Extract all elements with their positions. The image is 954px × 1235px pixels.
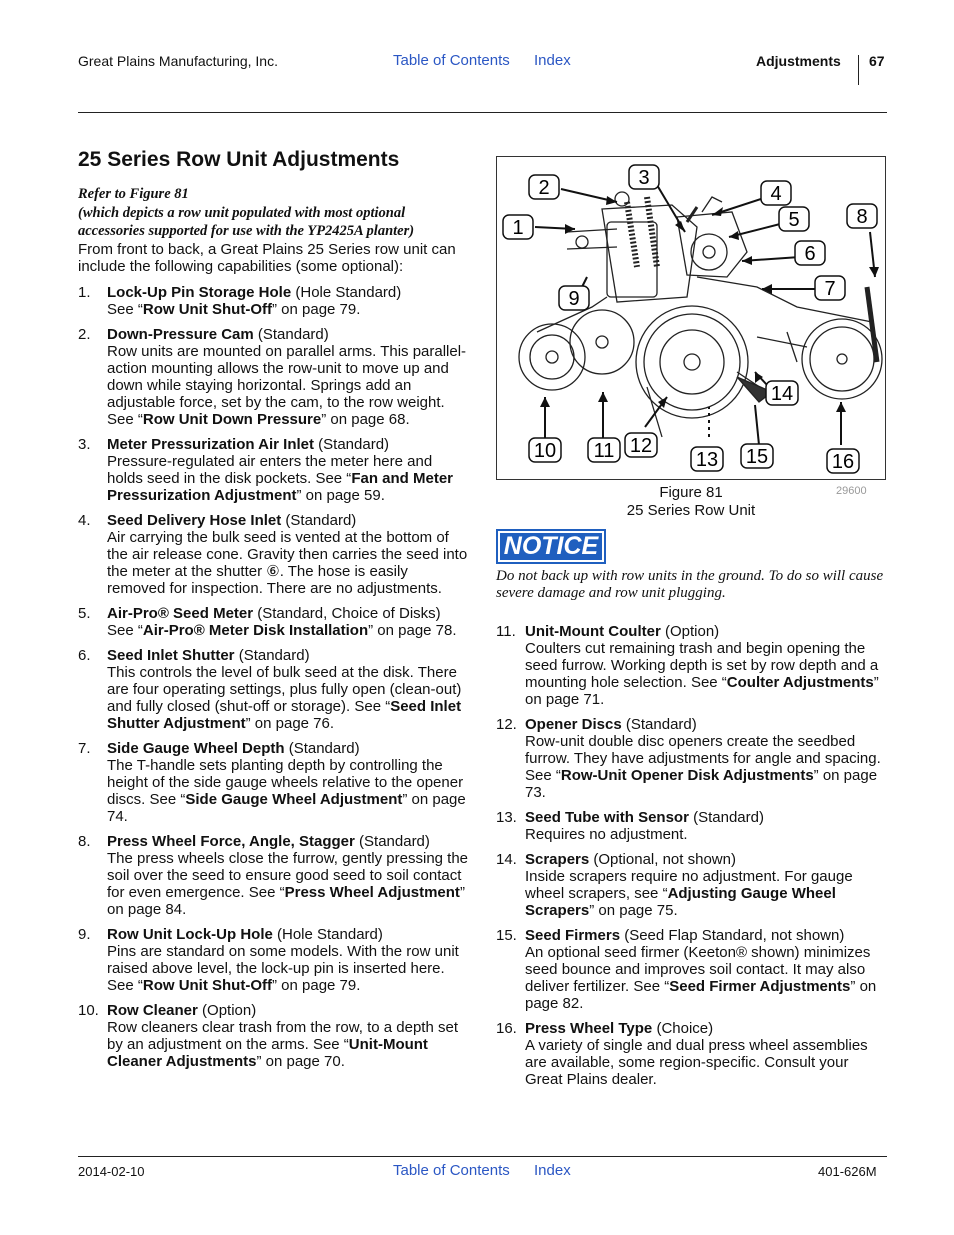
callout-1	[503, 215, 533, 239]
item-kind: (Hole Standard)	[291, 284, 402, 301]
item-body: Inside scrapers require no adjustment. For gauge wheel scrapers, see “	[525, 868, 853, 902]
list-item	[78, 833, 470, 918]
item-body: Pressure-regulated air enters the meter here and holds seed in the disk pockets. See “	[107, 453, 433, 487]
callout-4	[761, 181, 791, 205]
item-name: Side Gauge Wheel Depth	[107, 740, 285, 757]
section-name: Adjustments	[756, 53, 841, 69]
list-item	[78, 284, 470, 318]
item-page-ref: ” on page 76.	[245, 715, 335, 732]
list-item	[496, 809, 888, 843]
item-number: 6.	[78, 647, 91, 664]
item-kind: (Option)	[660, 623, 720, 640]
refer-line: Refer to Figure 81	[78, 186, 189, 202]
item-body: Requires no adjustment.	[525, 826, 688, 843]
svg-text:3: 3	[638, 167, 650, 189]
item-body: This controls the level of bulk seed at the disk. There are four operating settings, plus fully open (clean-out) and fully closed (shut-off or storage). See “	[107, 664, 462, 715]
list-item	[78, 326, 470, 428]
callout-6	[795, 241, 825, 265]
item-name: Seed Tube with Sensor	[525, 809, 689, 826]
item-kind: (Standard)	[314, 436, 390, 453]
item-body: See “	[107, 301, 143, 318]
item-number: 3.	[78, 436, 91, 453]
item-reference: Row-Unit Opener Disk Adjustments	[560, 767, 814, 784]
item-number: 9.	[78, 926, 91, 943]
item-kind: (Standard)	[354, 833, 430, 850]
svg-text:2: 2	[538, 177, 550, 199]
item-name: Lock-Up Pin Storage Hole	[107, 284, 292, 301]
item-body: See “	[107, 622, 143, 639]
list-item	[496, 623, 888, 708]
svg-text:14: 14	[770, 383, 794, 405]
seed-delivery-hose	[702, 197, 722, 212]
company-name: Great Plains Manufacturing, Inc.	[78, 53, 278, 69]
figure-caption	[596, 484, 786, 520]
svg-text:16: 16	[831, 451, 855, 473]
item-page-ref: ” on page 82.	[525, 978, 877, 1012]
item-number: 15.	[496, 927, 517, 944]
figure-id: 29600	[836, 485, 867, 497]
row-cleaner-wheel	[519, 324, 585, 390]
callout-9	[559, 286, 589, 310]
item-name: Meter Pressurization Air Inlet	[107, 436, 314, 453]
item-body: A variety of single and dual press wheel assemblies are available, some region-specific. Consult your Great Plains dealer.	[525, 1037, 868, 1088]
item-kind: (Seed Flap Standard, not shown)	[620, 927, 845, 944]
item-number: 12.	[496, 716, 517, 733]
item-name: Scrapers	[525, 851, 590, 868]
item-page-ref: ” on page 79.	[272, 977, 361, 994]
item-kind: (Hole Standard)	[272, 926, 383, 943]
item-reference: Air-Pro® Meter Disk Installation	[142, 622, 369, 639]
list-item	[78, 512, 470, 597]
svg-text:13: 13	[695, 449, 719, 471]
svg-text:10: 10	[533, 440, 557, 462]
item-number: 13.	[496, 809, 517, 826]
callout-15	[741, 444, 773, 468]
svg-text:7: 7	[824, 278, 836, 300]
list-item	[78, 926, 470, 994]
item-kind: (Standard)	[253, 326, 329, 343]
item-page-ref: ” on page 78.	[368, 622, 457, 639]
list-item	[78, 605, 470, 639]
item-body: The press wheels close the furrow, gently pressing the soil over the seed to ensure good seed to soil contact for even emergence. See “	[107, 850, 469, 901]
callout-2	[529, 175, 559, 199]
item-number: 4.	[78, 512, 91, 529]
item-reference: Unit-Mount Cleaner Adjustments	[107, 1036, 428, 1070]
item-kind: (Standard)	[281, 512, 357, 529]
item-page-ref: ” on page 71.	[525, 674, 879, 708]
item-name: Row Unit Lock-Up Hole	[107, 926, 273, 943]
item-name: Press Wheel Type	[525, 1020, 653, 1037]
item-name: Opener Discs	[525, 716, 622, 733]
callout-3	[629, 165, 659, 189]
footer-rule	[78, 1156, 887, 1157]
item-body: The T-handle sets planting depth by controlling the height of the side gauge wheels relative to the opener discs. See “	[107, 757, 464, 808]
item-kind: (Standard)	[688, 809, 764, 826]
footer-toc-link[interactable]: Table of Contents	[393, 1162, 510, 1179]
item-reference: Side Gauge Wheel Adjustment	[185, 791, 403, 808]
list-item	[78, 1002, 470, 1070]
svg-text:12: 12	[629, 435, 653, 457]
item-number: 7.	[78, 740, 91, 757]
callout-14	[766, 381, 798, 405]
opener-disc	[636, 306, 748, 418]
item-page-ref: ” on page 68.	[321, 411, 410, 428]
svg-text:9: 9	[568, 288, 580, 310]
item-kind: (Choice)	[652, 1020, 714, 1037]
intro-text: From front to back, a Great Plains 25 Series row unit can include the following capabilities (some optional):	[78, 241, 456, 275]
item-reference: Row Unit Shut-Off	[142, 977, 272, 994]
item-kind: (Standard)	[284, 740, 360, 757]
page-title: 25 Series Row Unit Adjustments	[78, 148, 400, 171]
item-number: 14.	[496, 851, 517, 868]
item-name: Press Wheel Force, Angle, Stagger	[107, 833, 355, 850]
item-name: Seed Delivery Hose Inlet	[107, 512, 282, 529]
svg-text:11: 11	[593, 440, 615, 462]
item-name: Down-Pressure Cam	[107, 326, 254, 343]
item-name: Seed Inlet Shutter	[107, 647, 235, 664]
footer-index-link[interactable]: Index	[534, 1162, 571, 1179]
item-name: Seed Firmers	[525, 927, 621, 944]
callout-8	[847, 204, 877, 228]
item-kind: (Standard, Choice of Disks)	[253, 605, 441, 622]
item-body: Pins are standard on some models. With the row unit raised above level, the lock-up pin is inserted here. See “	[107, 943, 459, 994]
callout-12	[625, 433, 657, 457]
callout-16	[827, 449, 859, 473]
figure-number: Figure 81	[659, 484, 723, 501]
item-page-ref: ” on page 79.	[272, 301, 361, 318]
list-item	[496, 851, 888, 919]
notice-text: Do not back up with row units in the ground. To do so will cause severe damage and row unit plugging.	[496, 568, 884, 601]
item-name: Row Cleaner	[107, 1002, 198, 1019]
seed-meter	[691, 234, 727, 270]
svg-text:1: 1	[512, 217, 524, 239]
item-body: An optional seed firmer (Keeton® shown) minimizes seed bounce and improves soil contact. It may also deliver fertilizer. See “	[525, 944, 871, 995]
item-number: 2.	[78, 326, 91, 343]
item-reference: Row Unit Down Pressure	[142, 411, 322, 428]
svg-text:4: 4	[770, 183, 782, 205]
lock-up-hole	[576, 236, 588, 248]
item-kind: (Standard)	[621, 716, 697, 733]
item-body: Row-unit double disc openers create the seedbed furrow. They have adjustments for angle and spacing. See “	[525, 733, 881, 784]
press-wheel	[802, 319, 882, 399]
item-number: 5.	[78, 605, 91, 622]
list-item	[78, 647, 470, 732]
item-name: Air-Pro® Seed Meter	[107, 605, 254, 622]
callout-13	[691, 447, 723, 471]
item-page-ref: ” on page 70.	[256, 1053, 345, 1070]
item-page-ref: ” on page 84.	[107, 884, 465, 918]
callout-5	[779, 207, 809, 231]
down-pressure-cam	[615, 192, 629, 206]
notice-badge	[496, 529, 606, 564]
gauge-wheel-hub	[660, 330, 724, 394]
item-page-ref: ” on page 59.	[296, 487, 385, 504]
item-body: Row units are mounted on parallel arms. This parallel-action mounting allows the row-unit to move up and down while staying horizontal. Springs add an adjustable force, set by the cam, to the row weight. See “	[107, 343, 467, 428]
svg-text:15: 15	[745, 446, 769, 468]
svg-text:6: 6	[804, 243, 816, 265]
header-index-link[interactable]: Index	[534, 52, 571, 69]
item-number: 8.	[78, 833, 91, 850]
item-number: 11.	[496, 623, 516, 640]
item-number: 10.	[78, 1002, 99, 1019]
figure-81	[496, 156, 886, 480]
item-number: 1.	[78, 284, 91, 301]
item-kind: (Standard)	[234, 647, 310, 664]
capabilities-list-right	[496, 623, 888, 1096]
item-kind: (Option)	[197, 1002, 257, 1019]
coulter	[570, 310, 634, 374]
item-kind: (Optional, not shown)	[589, 851, 736, 868]
svg-text:5: 5	[788, 209, 800, 231]
item-reference: Press Wheel Adjustment	[284, 884, 460, 901]
callout-7	[815, 276, 845, 300]
item-body: Air carrying the bulk seed is vented at the bottom of the air release cone. Gravity then carries the seed into the meter at the shutter ⑥. The hose is easily removed for inspection. There are no adjustments.	[107, 529, 468, 597]
item-reference: Seed Inlet Shutter Adjustment	[107, 698, 462, 732]
intro-reference	[78, 185, 470, 241]
item-page-ref: ” on page 74.	[107, 791, 466, 825]
item-reference: Coulter Adjustments	[726, 674, 874, 691]
callout-10	[529, 438, 561, 462]
list-item	[78, 436, 470, 504]
svg-text:8: 8	[856, 206, 868, 228]
figure-title: 25 Series Row Unit	[626, 502, 756, 519]
capabilities-list-left	[78, 284, 470, 1078]
notice-label: NOTICE	[500, 533, 602, 560]
doc-number: 401-626M	[818, 1164, 877, 1179]
header-rule	[78, 112, 887, 113]
item-reference: Seed Firmer Adjustments	[669, 978, 851, 995]
item-page-ref: ” on page 75.	[589, 902, 678, 919]
footer-date: 2014-02-10	[78, 1164, 145, 1179]
item-page-ref: ” on page 73.	[525, 767, 878, 801]
item-body: Row cleaners clear trash from the row, to a depth set by an adjustment on the arms. See “	[107, 1019, 458, 1053]
callout-11	[588, 438, 620, 462]
item-number: 16.	[496, 1020, 517, 1037]
list-item	[78, 740, 470, 825]
page-number: 67	[869, 53, 885, 69]
header-separator	[858, 55, 859, 85]
item-reference: Row Unit Shut-Off	[142, 301, 272, 318]
list-item	[496, 927, 888, 1012]
item-name: Unit-Mount Coulter	[525, 623, 661, 640]
header-toc-link[interactable]: Table of Contents	[393, 52, 510, 69]
item-body: Coulters cut remaining trash and begin opening the seed furrow. Working depth is set by row depth and a mounting hole selection. See “	[525, 640, 879, 691]
down-pressure-spring	[627, 202, 637, 267]
list-item	[496, 716, 888, 801]
item-reference: Adjusting Gauge Wheel Scrapers	[525, 885, 836, 919]
item-reference: Fan and Meter Pressurization Adjustment	[107, 470, 453, 504]
depicts-line: (which depicts a row unit populated with most optional accessories supported for use with the YP2425A planter)	[78, 204, 415, 239]
press-wheel-arm	[867, 287, 877, 362]
row-unit-illustration	[497, 157, 886, 480]
list-item	[496, 1020, 888, 1088]
